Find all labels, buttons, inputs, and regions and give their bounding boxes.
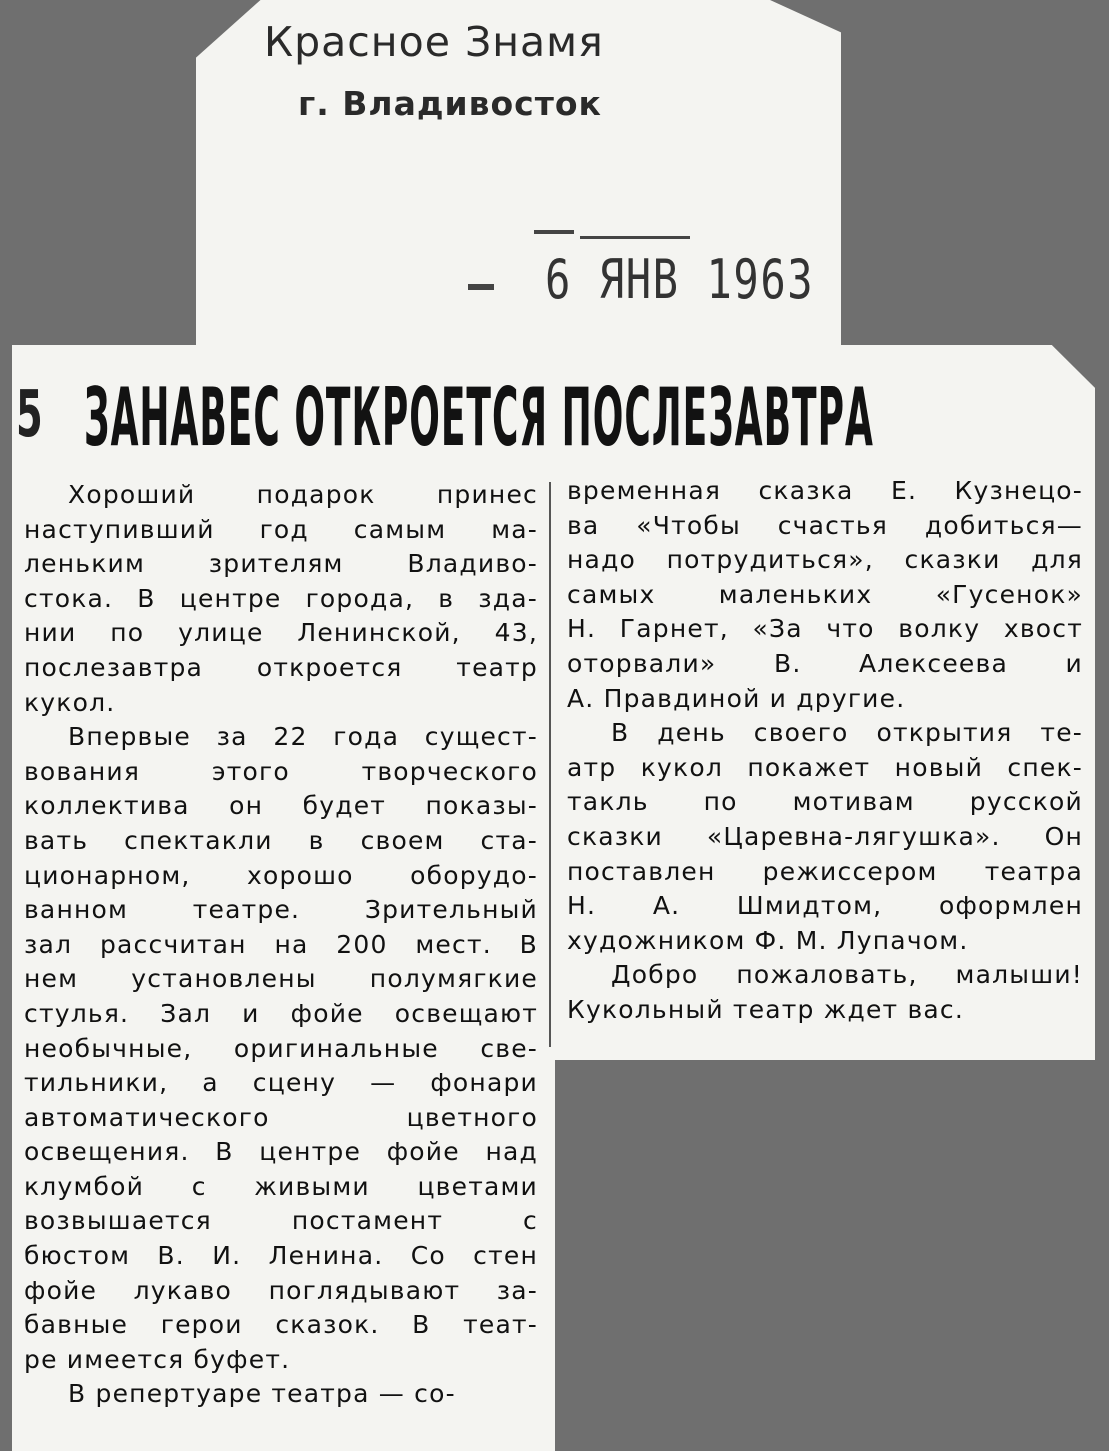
article-line: нем установлены полумягкие [24,964,538,994]
article-line: поставлен режиссером театра [567,856,1083,886]
article-line: возвышается постамент с [24,1206,538,1236]
article-line: ва «Чтобы счастья добиться— [567,510,1083,540]
article-line: ре имеется буфет. [24,1344,291,1374]
article-headline: ЗАНАВЕС ОТКРОЕТСЯ ПОСЛЕЗАВТРА [84,371,874,464]
article-line: Хороший подарок принес [68,480,538,509]
article-line: атр кукол покажет новый спек- [567,752,1083,782]
stamp-dash [468,284,494,290]
article-line: тильники, а сцену — фонари [24,1068,538,1098]
article-line: Впервые за 22 года сущест- [68,722,538,752]
article-line: ционарном, хорошо оборудо- [24,860,538,890]
article-line: нии по улице Ленинской, 43, [24,618,538,648]
article-line: необычные, оригинальные све- [24,1033,538,1063]
article-line: коллектива он будет показы- [24,791,538,821]
article-line: надо потрудиться», сказки для [567,545,1083,575]
article-line: бюстом В. И. Ленина. Со стен [24,1241,538,1271]
article-left-column [24,478,538,1412]
article-line: самых маленьких «Гусенок» [567,579,1083,609]
article-line: В репертуаре театра — со- [68,1379,456,1409]
issue-mark: 5 [16,378,43,452]
article-right-column [567,474,1083,1028]
article-line: сказки «Царевна-лягушка». Он [567,821,1083,851]
article-line: стока. В центре города, в зда- [24,583,538,613]
article-line: вать спектакли в своем ста- [24,825,538,855]
article-line: освещения. В центре фойе над [24,1137,538,1167]
article-line: Кукольный театр ждет вас. [567,994,965,1024]
article-line: В день своего открытия те- [611,718,1083,748]
article-line: зал рассчитан на 200 мест. В [24,929,538,959]
column-divider [549,482,551,1047]
article-line: клумбой с живыми цветами [24,1171,538,1201]
article-line: кукол. [24,687,116,717]
article-line: Добро пожаловать, малыши! [611,960,1083,990]
article-line: наступивший год самым ма- [24,514,538,544]
article-line: Н. А. Шмидтом, оформлен [567,891,1083,921]
article-line: автоматического цветного [24,1102,538,1132]
article-line: бавные герои сказок. В теат- [24,1310,538,1340]
article-line: временная сказка Е. Кузнецо- [567,476,1083,505]
stamp-mark [534,230,574,234]
article-line: леньким зрителям Владиво- [24,549,538,579]
article-line: художником Ф. М. Лупачом. [567,925,969,955]
article-line: вования этого творческого [24,756,538,786]
article-line: ванном театре. Зрительный [24,895,538,925]
article-line: фойе лукаво поглядывают за- [24,1275,538,1305]
stamp-city: г. Владивосток [298,84,602,123]
stamp-date: 6 ЯНВ 1963 [545,248,815,311]
article-line: Н. Гарнет, «За что волку хвост [567,614,1083,644]
article-line: такль по мотивам русской [567,787,1083,817]
stamp-mark [580,236,690,239]
article-line: послезавтра откроется театр [24,652,538,682]
stamp-newspaper-name: Красное Знамя [264,18,604,66]
article-line: А. Правдиной и другие. [567,683,906,713]
article-line: стулья. Зал и фойе освещают [24,998,538,1028]
article-line: оторвали» В. Алексеева и [567,648,1083,678]
